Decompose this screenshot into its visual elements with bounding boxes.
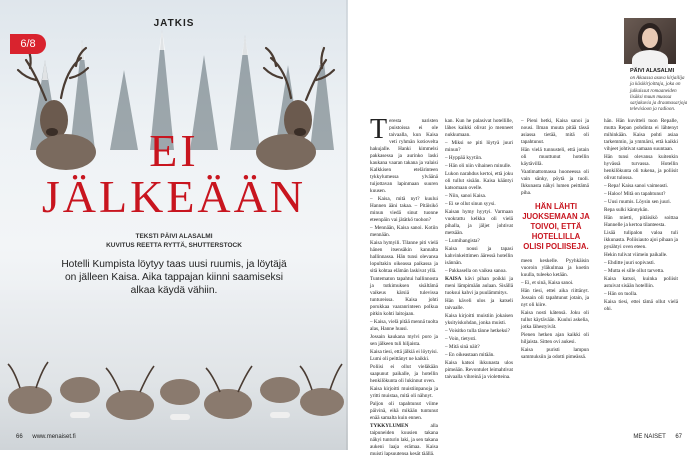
paragraph: hän. Hän kuvitteli tuon Repalle, mutta Repan pohdinta ei lähtenyt mihinkään. Kaisa pohti asiaa tarkemmin, ja ymmärsi, että kaikki vihjeet johtivat samaan suuntaan. <box>604 118 678 152</box>
paragraph: Jossain kaukana mylvi poro ja sen jälkeen tuli hiljaista. <box>370 334 438 347</box>
paragraph: Kaisa katsoi, kuinka poliisit astuivat sisään hotelliin. <box>604 276 678 289</box>
paragraph: Kaisa nosti kätensä. Joku oli tullut käytävään. Kuului askelia, jotka lähestyivät. <box>521 310 589 330</box>
paragraph: Hän käveli ulos ja katseli taivaalle. <box>445 298 513 311</box>
paragraph: Kaisan hymy hyytyi. Varmaan vuokrattu kelkka oli vielä pihalla, ja jäljet johtivat metsään. <box>445 209 513 236</box>
left-page <box>0 0 348 450</box>
section-label: JATKIS <box>153 18 195 29</box>
paragraph: Hän tiesi, ettei aika riittänyt. Jossain oli tapahtunut jotain, ja nyt oli kiire. <box>521 288 589 308</box>
paragraph: – Voisitko tulla tänne hetkeksi? <box>445 328 510 334</box>
lead-word: KAISA <box>445 276 462 282</box>
paragraph: – Hän on tuolla. <box>604 291 638 297</box>
paragraph: – Kaisa, mitä nyt? kuului Hannen ääni takaa. – Pitäisikö minun viedä sinut tuonne eteenpäin vai jätätkö tuohon? <box>370 196 438 223</box>
paragraph: – Ehditte juuri sopivasti. <box>604 260 656 266</box>
paragraph: TYKKYLUMEN alla taipuneiden kuusien takana näkyi tunturin laki, ja sen takana aukeni laaja erämaa. Kaisa muisti lapsuutensa kesät täällä. <box>370 423 438 457</box>
footer-right <box>625 434 682 440</box>
paragraph: – Haloo! Mitä on tapahtunut? <box>604 191 666 197</box>
paragraph: Kaisa tiesi, ettei tämä ollut vielä ohi. <box>604 299 678 312</box>
paragraph: Kaisa kirjoitti muistiinpanoja ja yritti muistaa, mitä oli nähnyt. <box>370 386 438 399</box>
paragraph: – Miksi se piti löytyä juuri minun? <box>445 140 513 153</box>
paragraph: Tuntematon tapahtui hallinnosta ja tutkimuksen sisältämä vaikeus kärsiä tulevissa tuntureissa. Kaisa johti porukkaa vaaranrinteen polkua pitkin kohti laitojaan. <box>370 276 438 317</box>
body-column-3-lower <box>521 258 589 362</box>
paragraph: Kaisa katsoi ikkunasta ulos pimeään. Revontulet leimahtivat taivaalla vihreinä ja violetteina. <box>445 360 513 380</box>
paragraph: – En oikeastaan mitään. <box>445 352 495 358</box>
paragraph: Lisää tulipalon valoa tuli ikkunasta. Poliisiauto ajoi pihaan ja pysähtyi oven eteen. <box>604 230 678 250</box>
author-bio: on Akaassa asuva kirjailija ja käsikirjoittaja, joka on julkaissut romaaneiden lisäksi muun muassa sarjakuvia ja draamasarjoja televisioon ja radioon. <box>630 76 688 113</box>
paragraph: – Mitä sinä näit? <box>445 344 480 350</box>
site-url: www.menaiset.fi <box>32 434 76 440</box>
paragraph: – Ei se ollut sinun syysi. <box>445 201 496 207</box>
author-portrait-icon <box>624 18 676 64</box>
page-badge: 6/8 <box>10 34 46 54</box>
body-column-1 <box>370 114 438 459</box>
title-line-1: EI <box>149 125 199 176</box>
paragraph: – Hän oli niin vihainen minulle. <box>445 163 512 169</box>
body-column-3 <box>521 118 589 202</box>
paragraph: kan. Kun he palasivat hotellille, lähes kaikki olivat jo menneet nukkumaan. <box>445 118 513 138</box>
magazine-name: ME NAISET <box>633 434 666 440</box>
paragraph: Repa sulki kännykän. <box>604 207 649 213</box>
reindeer-herd-illustration <box>0 330 348 440</box>
paragraph: Vaatimattomassa huoneessa oli vain sänky, pöytä ja tuoli. Ikkunasta näkyi lumen peittämä piha. <box>521 169 589 196</box>
body-column-2 <box>445 118 513 382</box>
paragraph: Kaisa nousi ja tapasi kahvinkeittimen ääressä hotellin isännän. <box>445 246 513 266</box>
paragraph: – Pakkasella on vaikea sanoa. <box>445 268 507 274</box>
paragraph: Hän vielä tunnusteli, että jotain oli muuttunut hotellin käytävillä. <box>521 147 589 167</box>
lead-word: TYKKYLUMEN <box>370 423 409 429</box>
paragraph: Hän tunsi olevansa kuitenkin hyvässä turvassa. Hotellin henkilökunta oli tukena, ja poliisit olivat tulossa. <box>604 154 678 181</box>
paragraph: Teresta naristen puistoissa ei ole taivaalla, kun Kaisa veti ryhmän kotiovelta hakujalle. Hanki kimmelsi pakkasessa ja aurinko laski kaukana vaaran takana ja valaisi Kalkkisen etelärinteen tykkylumessa ylväänä tuijottavan lapinmaan suuren kuusen. <box>370 114 438 194</box>
article-deck: Hotelli Kumpista löytyy taas uusi ruumis, ja löytäjä on jälleen Kaisa. Aika tappajan kiinni saamiseksi alkaa käydä vähiin. <box>61 259 287 296</box>
page-number-right: 67 <box>675 434 682 440</box>
paragraph: – Niin, sanoi Kaisa. <box>445 193 487 199</box>
paragraph: – Repa! Kaisa sanoi vaimeasti. <box>604 183 669 189</box>
paragraph: – Ei, et sinä, Kaisa sanoi. <box>521 280 574 286</box>
paragraph: Kaisa puristi lampun sammuksiin ja odotti pimeässä. <box>521 347 589 360</box>
paragraph: Lukon narahdus kertoi, että joku oli tullut sisään. Kaisa kääntyi katsomaan ovelle. <box>445 171 513 191</box>
credit-text: TEKSTI PÄIVI ALASALMI <box>135 233 213 240</box>
credits <box>0 232 348 250</box>
paragraph: Pienen hetken ajan kaikki oli hiljaista. Sitten ovi aukesi. <box>521 332 589 345</box>
paragraph: Paljon oli tapahtunut viime päivinä, eikä mikään tuntunut enää samalta kuin ennen. <box>370 401 438 421</box>
paragraph: – Kaisa, vielä pitää mennä tuolta alas, Hanne huusi. <box>370 319 438 332</box>
paragraph: – Pieni hetki, Kaisa sanoi ja nousi. Ilman muuta pitää tässä asiassa tietää, mitä oli tapahtunut. <box>521 118 589 145</box>
title-line-2: JÄLKEÄÄN <box>41 171 307 222</box>
paragraph: – Voin, tietysti. <box>445 336 477 342</box>
paragraph: – Mutta ei sille ollut tarvetta. <box>604 268 665 274</box>
page-number-left: 66 <box>16 434 23 440</box>
paragraph: – Hyppää kyytiin. <box>445 155 483 161</box>
paragraph: – Lumihangista? <box>445 238 480 244</box>
footer-left <box>16 434 84 440</box>
paragraph: Poliisi ei ollut vieläkään saapunut paikalle, ja hotellin henkilökunta oli lukinnut oven. <box>370 364 438 384</box>
paragraph: Kaisa kirjoitti muistiin jokaisen yksityiskohdan, jonka muisti. <box>445 313 513 326</box>
paragraph: Hän mietti, pitäisikö soittaa Hannelle ja kertoa tilanteesta. <box>604 215 678 228</box>
paragraph: – Mennään, Kaisa sanoi. Kotiin mennään. <box>370 225 438 238</box>
pull-quote: HÄN LÄHTI JUOKSEMAAN JA TOIVOI, ETTÄ HOTELLILLA OLISI POLIISEJA. <box>522 202 590 251</box>
paragraph: Kaisa tiesi, että jälkiä ei löytyisi. Lumi oli peittänyt ne kaikki. <box>370 349 438 362</box>
paragraph: KAISA kävi pihan poikki ja meni lämpimään aulaan. Sisällä tuoksui kahvi ja puulämmitys. <box>445 276 513 296</box>
paragraph: – Uusi ruumis. Löysin sen juuri. <box>604 199 672 205</box>
credit-illustration: KUVITUS REETTA RYTTÄ, SHUTTERSTOCK <box>106 242 242 249</box>
right-page <box>348 0 696 457</box>
paragraph: Hekin tulivat viimein paikalle. <box>604 252 668 258</box>
article-title <box>0 125 348 222</box>
paragraph: meen keskelle. Pyyhkäisin vuoroin yläkulmaa ja koetin kuulla, tuleeko ketään. <box>521 258 589 278</box>
paragraph: Kaisa hymyili. Tilanne piti vielä hänen itsensäkin kannalta hallinnassa. Hän tunsi olevansa lopultakin oikeassa paikassa ja sitä kohtaa elämän laskivat yllä. <box>370 240 438 274</box>
drop-cap: T <box>370 114 388 145</box>
body-column-4 <box>604 118 678 314</box>
author-name: PÄIVI ALASALMI <box>630 68 675 74</box>
